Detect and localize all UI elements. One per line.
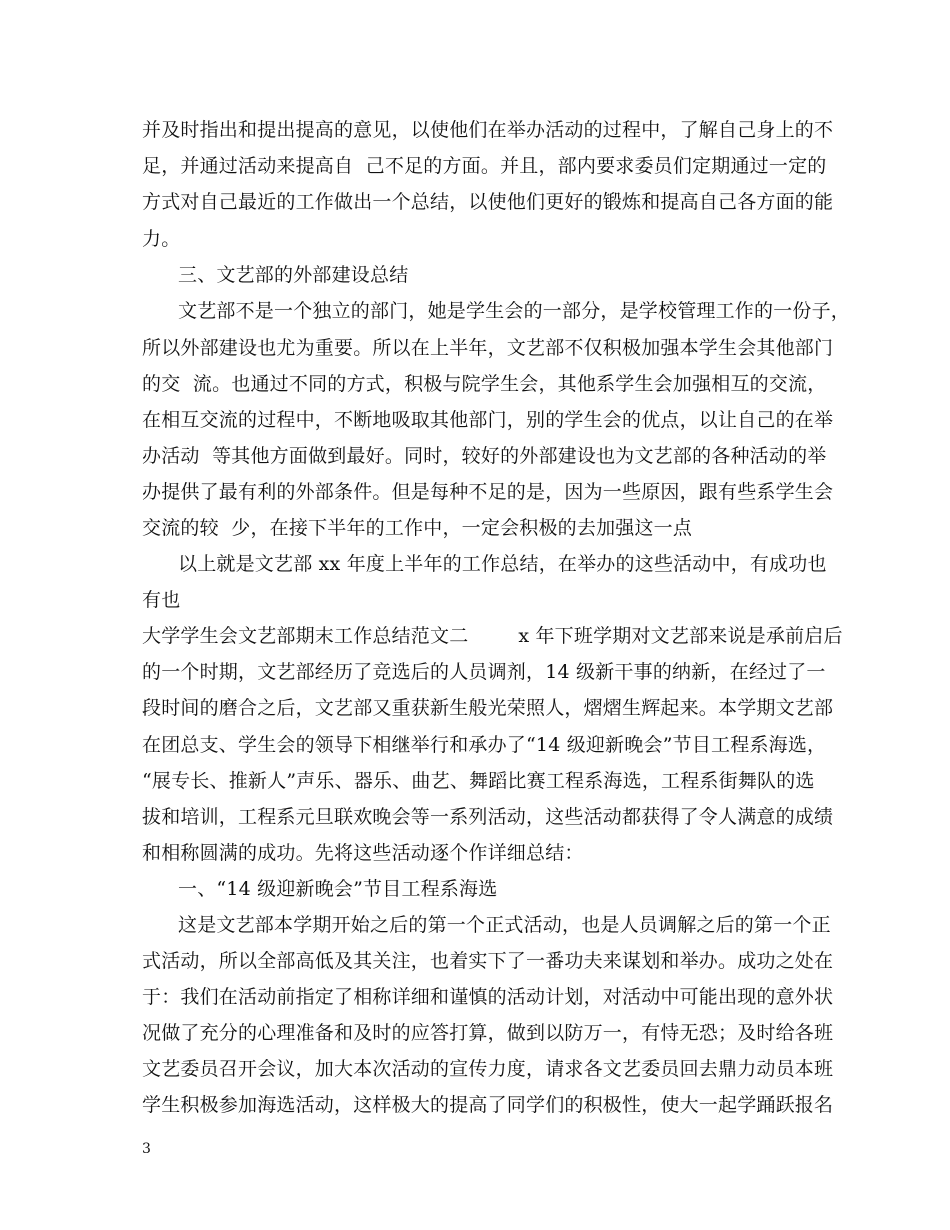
text-line: 式活动，所以全部高低及其关注，也着实下了一番功夫来谋划和举办。成功之处在 bbox=[142, 950, 834, 972]
text-line: 学生积极参加海选活动，这样极大的提高了同学们的积极性，使大一起学踊跃报名 bbox=[142, 1094, 834, 1116]
text-line: 方式对自己最近的工作做出一个总结，以使他们更好的锻炼和提高自己各方面的能 bbox=[142, 191, 834, 213]
text-line: 段时间的磨合之后，文艺部又重获新生般光荣照人，熠熠生辉起来。本学期文艺部 bbox=[142, 697, 834, 719]
text-line: 的一个时期，文艺部经历了竞选后的人员调剂，14 级新干事的纳新，在经过了一 bbox=[142, 661, 826, 683]
text-line: 在团总支、学生会的领导下相继举行和承办了“14 级迎新晚会”节目工程系海选， bbox=[142, 734, 827, 756]
text-line: 文艺部不是一个独立的部门，她是学生会的一部分，是学校管理工作的一份子， bbox=[178, 300, 851, 322]
page-number: 3 bbox=[142, 1141, 151, 1157]
section-heading: 三、文艺部的外部建设总结 bbox=[178, 264, 409, 286]
text-line: 力。 bbox=[142, 228, 181, 250]
text-line: 有也 bbox=[142, 589, 181, 611]
text-line: 拔和培训，工程系元旦联欢晚会等一系列活动，这些活动都获得了令人满意的成绩 bbox=[142, 806, 834, 828]
text-line: 办活动 等其他方面做到最好。同时，较好的外部建设也为文艺部的各种活动的举 bbox=[142, 445, 827, 467]
section-heading: 一、“14 级迎新晚会”节目工程系海选 bbox=[178, 878, 498, 900]
text-line: 以上就是文艺部 xx 年度上半年的工作总结，在举办的这些活动中，有成功也 bbox=[178, 553, 827, 575]
text-line: 在相互交流的过程中，不断地吸取其他部门，别的学生会的优点，以让自己的在举 bbox=[142, 409, 834, 431]
document-title-line: 大学学生会文艺部期末工作总结范文二 x 年下班学期对文艺部来说是承前启后 bbox=[142, 625, 843, 647]
text-line: 并及时指出和提出提高的意见，以使他们在举办活动的过程中，了解自己身上的不 bbox=[142, 119, 834, 141]
text-line: 这是文艺部本学期开始之后的第一个正式活动，也是人员调解之后的第一个正 bbox=[178, 914, 831, 936]
text-line: 和相称圆满的成功。先将这些活动逐个作详细总结： bbox=[142, 842, 584, 864]
text-line: 的交 流。也通过不同的方式，积极与院学生会，其他系学生会加强相互的交流， bbox=[142, 373, 827, 395]
text-line: 况做了充分的心理准备和及时的应答打算，做到以防万一，有恃无恐；及时给各班 bbox=[142, 1022, 834, 1044]
text-line: 文艺委员召开会议，加大本次活动的宣传力度，请求各文艺委员回去鼎力动员本班 bbox=[142, 1058, 834, 1080]
text-line: 办提供了最有利的外部条件。但是每种不足的是，因为一些原因，跟有些系学生会 bbox=[142, 481, 834, 503]
text-line: 交流的较 少，在接下半年的工作中，一定会积极的去加强这一点 bbox=[142, 517, 693, 539]
text-line: 足，并通过活动来提高自 己不足的方面。并且，部内要求委员们定期通过一定的 bbox=[142, 155, 827, 177]
text-line: 所以外部建设也尤为重要。所以在上半年，文艺部不仅积极加强本学生会其他部门 bbox=[142, 337, 834, 359]
text-line: “展专长、推新人”声乐、器乐、曲艺、舞蹈比赛工程系海选，工程系街舞队的选 bbox=[142, 770, 815, 792]
text-line: 于：我们在活动前指定了相称详细和谨慎的活动计划，对活动中可能出现的意外状 bbox=[142, 986, 834, 1008]
